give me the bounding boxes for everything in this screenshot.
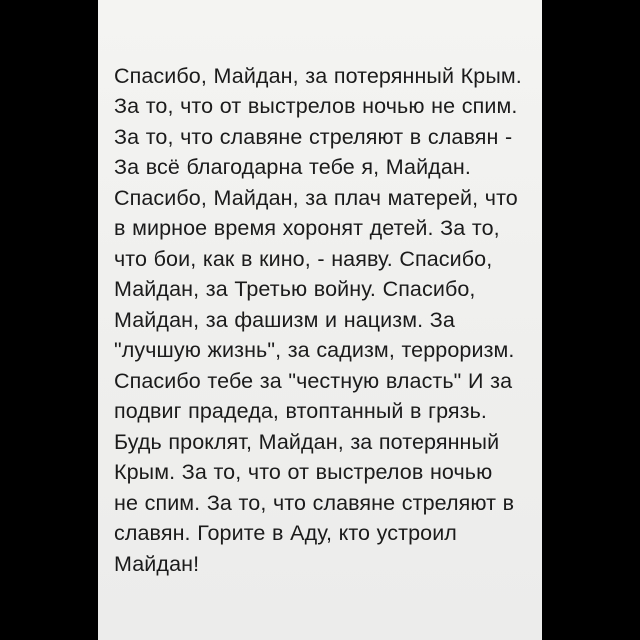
right-letterbox — [542, 0, 640, 640]
text-page — [98, 0, 542, 640]
left-letterbox — [0, 0, 98, 640]
poem-text: Спасибо, Майдан, за потерянный Крым. За то, что от выстрелов ночью не спим. За то, что славяне стреляют в славян - За всё благодарна тебе я, Майдан. Спасибо, Майдан, за плач матерей, что в мирное время хоронят детей. За то, что бои, как в кино, - наяву. Спасибо, Майдан, за Третью войну. Спасибо, Майдан, за фашизм и нацизм. За "лучшую жизнь", за садизм, терроризм. Спасибо тебе за "честную власть" И за подвиг прадеда, втоптанный в грязь. Будь проклят, Майдан, за потерянный Крым. За то, что от выстрелов ночью не спим. За то, что славяне стреляют в славян. Горите в Аду, кто устроил Майдан! — [114, 63, 522, 576]
